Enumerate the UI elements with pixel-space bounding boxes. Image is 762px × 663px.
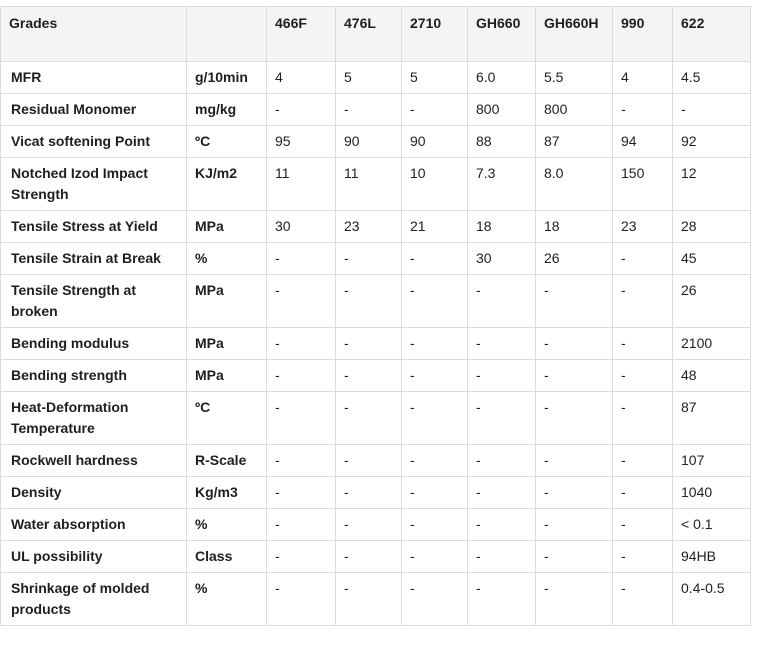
table-row	[1, 477, 751, 509]
grade-value: 2100	[673, 328, 751, 360]
grade-value: 21	[402, 211, 468, 243]
grade-value: 1040	[673, 477, 751, 509]
grade-value: 7.3	[468, 158, 536, 211]
table-row	[1, 158, 751, 211]
grade-value: -	[536, 275, 613, 328]
grade-value: 26	[673, 275, 751, 328]
grade-value: -	[336, 360, 402, 392]
grade-value: -	[613, 392, 673, 445]
grade-value: 95	[267, 126, 336, 158]
grade-value: 94	[613, 126, 673, 158]
property-unit: g/10min	[187, 62, 267, 94]
grade-value: -	[336, 477, 402, 509]
grade-value: -	[336, 243, 402, 275]
grade-value: -	[267, 477, 336, 509]
grade-value: -	[468, 275, 536, 328]
table-row	[1, 243, 751, 275]
grade-value: -	[468, 360, 536, 392]
grade-value: 90	[336, 126, 402, 158]
property-name: Shrinkage of molded products	[1, 573, 187, 626]
grade-value: 4.5	[673, 62, 751, 94]
table-row	[1, 94, 751, 126]
grade-value: 23	[613, 211, 673, 243]
grade-value: -	[468, 509, 536, 541]
grade-value: 26	[536, 243, 613, 275]
grade-value: -	[613, 360, 673, 392]
grade-value: 8.0	[536, 158, 613, 211]
grade-value: -	[402, 243, 468, 275]
grade-value: -	[613, 275, 673, 328]
grade-value: -	[402, 509, 468, 541]
grade-value: -	[468, 541, 536, 573]
property-unit: ºC	[187, 126, 267, 158]
grade-value: -	[267, 243, 336, 275]
grade-value: -	[267, 360, 336, 392]
property-name: Tensile Strain at Break	[1, 243, 187, 275]
grade-value: 18	[468, 211, 536, 243]
grade-value: -	[267, 94, 336, 126]
property-name: UL possibility	[1, 541, 187, 573]
grade-value: -	[402, 275, 468, 328]
grade-value: -	[468, 573, 536, 626]
property-unit: mg/kg	[187, 94, 267, 126]
property-name: Tensile Stress at Yield	[1, 211, 187, 243]
grade-value: -	[613, 509, 673, 541]
property-unit: MPa	[187, 211, 267, 243]
property-name: MFR	[1, 62, 187, 94]
grade-value: 800	[536, 94, 613, 126]
grade-value: 28	[673, 211, 751, 243]
grade-value: -	[613, 243, 673, 275]
grade-value: -	[536, 360, 613, 392]
grade-value: 150	[613, 158, 673, 211]
grade-value: -	[613, 477, 673, 509]
grade-value: -	[402, 360, 468, 392]
property-unit: Class	[187, 541, 267, 573]
property-name: Notched Izod Impact Strength	[1, 158, 187, 211]
property-unit: ºC	[187, 392, 267, 445]
grade-value: -	[336, 392, 402, 445]
grades-properties-table	[0, 6, 751, 626]
property-unit: R-Scale	[187, 445, 267, 477]
grade-value: 5.5	[536, 62, 613, 94]
header-grade-5: GH660	[468, 7, 536, 62]
table-row	[1, 62, 751, 94]
header-grades: Grades	[1, 7, 187, 62]
grade-value: 90	[402, 126, 468, 158]
grade-value: -	[468, 445, 536, 477]
property-unit: MPa	[187, 275, 267, 328]
header-grade-3: 476L	[336, 7, 402, 62]
property-name: Tensile Strength at broken	[1, 275, 187, 328]
grade-value: -	[468, 392, 536, 445]
table-row	[1, 275, 751, 328]
grade-value: -	[336, 94, 402, 126]
header-row	[1, 7, 751, 62]
grade-value: -	[613, 573, 673, 626]
grade-value: -	[336, 509, 402, 541]
grade-value: -	[536, 445, 613, 477]
grade-value: -	[613, 541, 673, 573]
grade-value: 18	[536, 211, 613, 243]
property-unit: %	[187, 243, 267, 275]
header-grade-4: 2710	[402, 7, 468, 62]
table-row	[1, 541, 751, 573]
table-row	[1, 509, 751, 541]
grade-value: 94HB	[673, 541, 751, 573]
header-grade-8: 622	[673, 7, 751, 62]
grade-value: 87	[536, 126, 613, 158]
grade-value: -	[536, 392, 613, 445]
grade-value: -	[402, 573, 468, 626]
grade-value: -	[267, 541, 336, 573]
header-grade-7: 990	[613, 7, 673, 62]
property-unit: KJ/m2	[187, 158, 267, 211]
grade-value: 30	[468, 243, 536, 275]
grade-value: 5	[336, 62, 402, 94]
property-name: Bending strength	[1, 360, 187, 392]
property-name: Density	[1, 477, 187, 509]
grade-value: 10	[402, 158, 468, 211]
table-row	[1, 445, 751, 477]
table-row	[1, 328, 751, 360]
property-name: Water absorption	[1, 509, 187, 541]
property-name: Residual Monomer	[1, 94, 187, 126]
grade-value: 45	[673, 243, 751, 275]
grade-value: 107	[673, 445, 751, 477]
table-row	[1, 126, 751, 158]
grade-value: -	[336, 573, 402, 626]
table-row	[1, 573, 751, 626]
header-grade-6: GH660H	[536, 7, 613, 62]
property-name: Rockwell hardness	[1, 445, 187, 477]
grade-value: -	[267, 573, 336, 626]
grade-value: -	[336, 275, 402, 328]
grade-value: -	[613, 94, 673, 126]
grade-value: 6.0	[468, 62, 536, 94]
grade-value: -	[613, 445, 673, 477]
grade-value: -	[536, 477, 613, 509]
header-grade-2: 466F	[267, 7, 336, 62]
property-unit: Kg/m3	[187, 477, 267, 509]
grade-value: 0.4-0.5	[673, 573, 751, 626]
grade-value: 11	[336, 158, 402, 211]
grade-value: -	[536, 541, 613, 573]
table-row	[1, 392, 751, 445]
grade-value: -	[468, 328, 536, 360]
grade-value: -	[402, 541, 468, 573]
grade-value: -	[402, 445, 468, 477]
grade-value: 11	[267, 158, 336, 211]
grade-value: -	[267, 392, 336, 445]
grade-value: 23	[336, 211, 402, 243]
grade-value: -	[402, 94, 468, 126]
property-name: Vicat softening Point	[1, 126, 187, 158]
grade-value: -	[536, 573, 613, 626]
grade-value: -	[673, 94, 751, 126]
property-unit: MPa	[187, 328, 267, 360]
grade-value: -	[536, 509, 613, 541]
header-unit	[187, 7, 267, 62]
property-unit: %	[187, 509, 267, 541]
grade-value: 4	[267, 62, 336, 94]
property-unit: %	[187, 573, 267, 626]
grade-value: -	[336, 445, 402, 477]
grade-value: -	[536, 328, 613, 360]
grade-value: -	[402, 392, 468, 445]
grade-value: 88	[468, 126, 536, 158]
grade-value: -	[336, 328, 402, 360]
grade-value: -	[402, 477, 468, 509]
table-row	[1, 211, 751, 243]
property-unit: MPa	[187, 360, 267, 392]
grade-value: 48	[673, 360, 751, 392]
grade-value: 92	[673, 126, 751, 158]
grade-value: -	[613, 328, 673, 360]
grade-value: -	[336, 541, 402, 573]
grade-value: -	[267, 509, 336, 541]
grade-value: -	[267, 328, 336, 360]
property-name: Heat-Deformation Temperature	[1, 392, 187, 445]
grade-value: 12	[673, 158, 751, 211]
grade-value: -	[402, 328, 468, 360]
grade-value: 87	[673, 392, 751, 445]
grade-value: -	[468, 477, 536, 509]
table-row	[1, 360, 751, 392]
grade-value: 5	[402, 62, 468, 94]
grade-value: 800	[468, 94, 536, 126]
property-name: Bending modulus	[1, 328, 187, 360]
table-body	[1, 62, 751, 626]
grade-value: 30	[267, 211, 336, 243]
grade-value: -	[267, 445, 336, 477]
grade-value: < 0.1	[673, 509, 751, 541]
grade-value: -	[267, 275, 336, 328]
grade-value: 4	[613, 62, 673, 94]
